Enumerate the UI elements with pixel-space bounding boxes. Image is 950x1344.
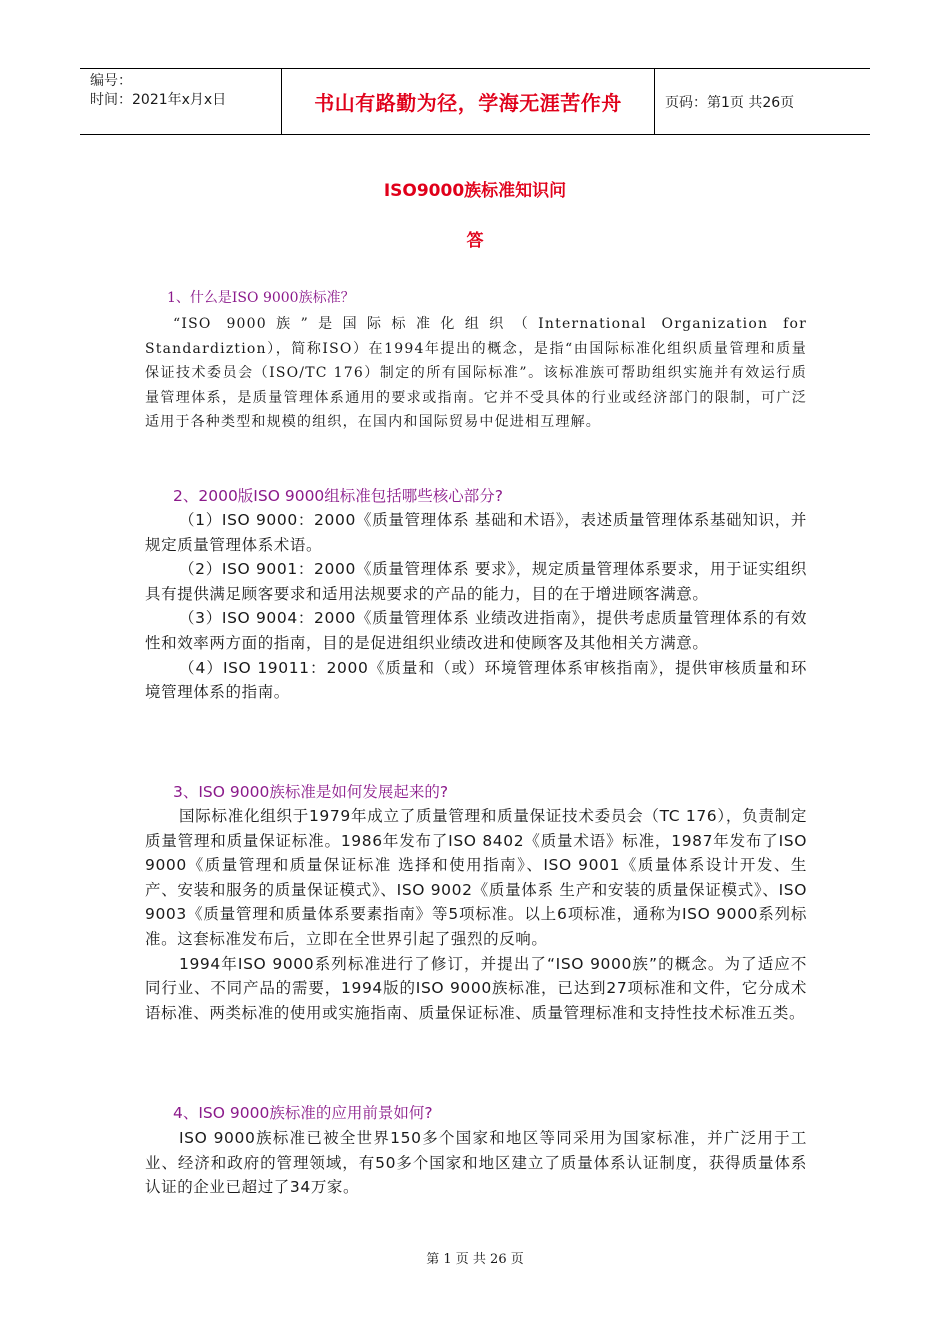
section-2-paragraph-1: （1）ISO 9000：2000《质量管理体系 基础和术语》，表述质量管理体系基础知识，并规定质量管理体系术语。 <box>145 511 807 554</box>
section-4-paragraph-1: ISO 9000族标准已被全世界150多个国家和地区等同采用为国家标准，并广泛用于工业、经济和政府的管理领域，有50多个国家和地区建立了质量体系认证制度，获得质量体系认证的企业已超过了34万家。 <box>145 1129 807 1197</box>
section-1-question: 1、什么是ISO 9000族标准？ <box>167 290 355 306</box>
section-1-paragraph-1: “ISO 9000族”是国际标准化组织（International Organization for Standardiztion），简称ISO）在1994年提出的概念，是指“由国际标准化组织质量管理和质量保证技术委员会（ISO/TC 176）制定的所有国际标准”。该标准族可帮助组织实施并有效运行质量管理体系，是质量管理体系通用的要求或指南。它并不受具体的行业或经济部门的限制，可广泛适用于各种类型和规模的组织，在国内和国际贸易中促进相互理解。 <box>145 316 807 431</box>
section-2-paragraph-2: （2）ISO 9001：2000《质量管理体系 要求》，规定质量管理体系要求，用于证实组织具有提供满足顾客要求和适用法规要求的产品的能力，目的在于增进顾客满意。 <box>145 560 807 603</box>
section-3-question: 3、ISO 9000族标准是如何发展起来的? <box>173 783 449 801</box>
section-2-question: 2、2000版ISO 9000组标准包括哪些核心部分? <box>173 487 504 505</box>
document-title-line2: 答 <box>466 231 484 251</box>
header-meta-cell <box>80 69 282 134</box>
section-2-paragraph-3: （3）ISO 9004：2000《质量管理体系 业绩改进指南》，提供考虑质量管理体系的有效性和效率两方面的指南，目的是促进组织业绩改进和使顾客及其他相关方满意。 <box>145 609 807 652</box>
section-3-paragraph-1: 国际标准化组织于1979年成立了质量管理和质量保证技术委员会（TC 176），负责制定质量管理和质量保证标准。1986年发布了ISO 8402《质量术语》标准，1987年发布了ISO 9000《质量管理和质量保证标准 选择和使用指南》、ISO 9001《质量体系设计开发、生产、安装和服务的质量保证模式》、ISO 9002《质量体系 生产和安装的质量保证模式》、ISO 9003《质量管理和质量体系要素指南》等5项标准。以上6项标准，通称为ISO 9000系列标准。这套标准发布后，立即在全世界引起了强烈的反响。 <box>145 807 807 948</box>
header-table <box>80 68 870 135</box>
header-motto: 书山有路勤为径，学海无涯苦作舟 <box>282 69 655 134</box>
section-4-question: 4、ISO 9000族标准的应用前景如何? <box>173 1104 433 1122</box>
page-footer: 第 1 页 共 26 页 <box>426 1252 524 1267</box>
section-4-body <box>145 1126 807 1200</box>
section-1-body <box>145 312 807 435</box>
document-date-label: 时间：2021年x月x日 <box>90 92 227 108</box>
document-title-line1: ISO9000族标准知识问 <box>383 181 567 201</box>
section-3-paragraph-2: 1994年ISO 9000系列标准进行了修订，并提出了“ISO 9000族”的概念。为了适应不同行业、不同产品的需要，1994版的ISO 9000族标准，已达到27项标准和文件，它分成术语标准、两类标准的使用或实施指南、质量保证标准、质量管理标准和支持性技术标准五类。 <box>145 954 807 1022</box>
header-page-info: 页码：第1页 共26页 <box>665 94 795 111</box>
section-2-body <box>145 508 807 705</box>
document-number-label: 编号： <box>90 73 132 89</box>
section-3-body <box>145 804 807 1025</box>
section-2-paragraph-4: （4）ISO 19011：2000《质量和（或）环境管理体系审核指南》，提供审核质量和环境管理体系的指南。 <box>145 658 807 702</box>
